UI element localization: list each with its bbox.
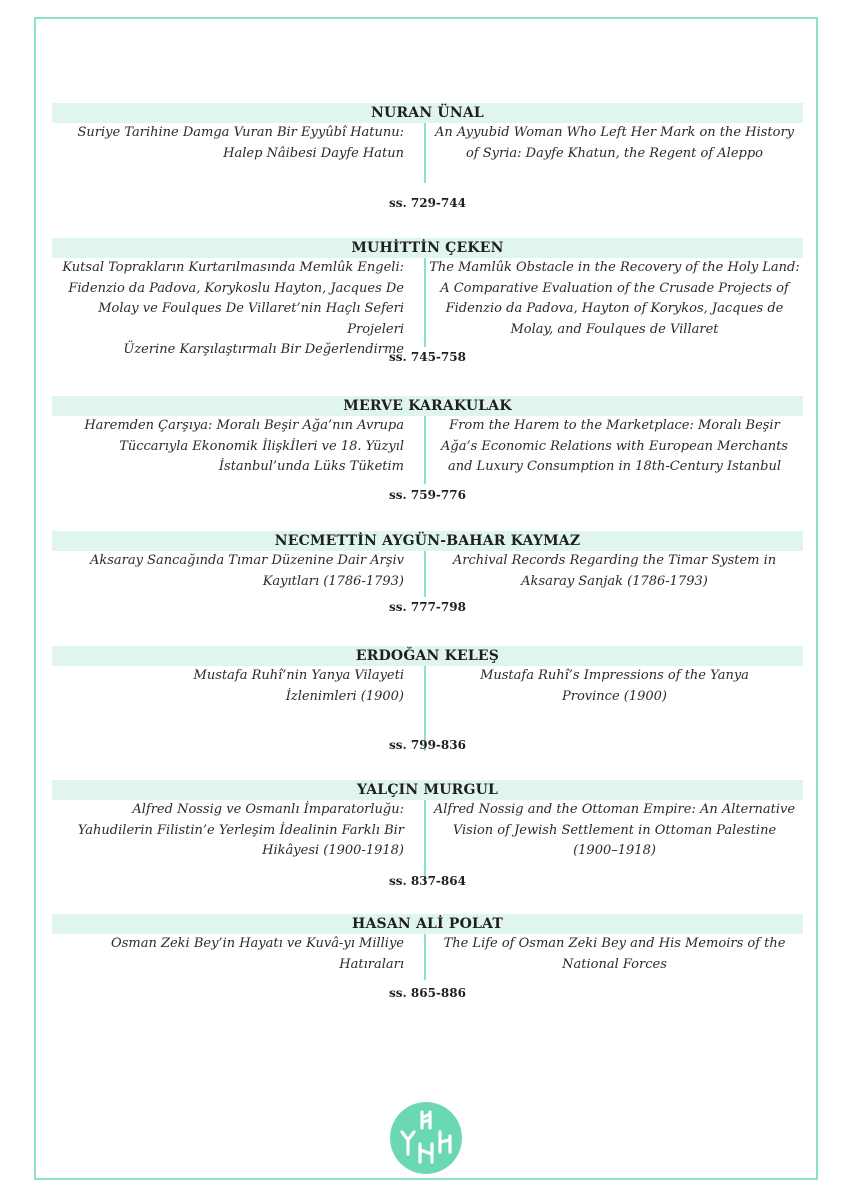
english-title-line: Fidenzio da Padova, Hayton of Korykos, Jacques de <box>445 301 784 316</box>
english-title-line: Alfred Nossig and the Ottoman Empire: An Alternative <box>433 802 796 817</box>
english-title-line: National Forces <box>562 956 667 972</box>
author-name: NECMETTİN AYGÜN-BAHAR KAYMAZ <box>52 531 803 551</box>
turkish-title-line: Mustafa Ruhî’nin Yanya Vilayeti <box>193 668 404 683</box>
author-name: HASAN ALİ POLAT <box>52 914 803 934</box>
turkish-title-line: Haremden Çarşıya: Moralı Beşir Ağa’nın Avrupa <box>84 418 404 433</box>
page-range: ss. 777-798 <box>389 600 466 614</box>
english-title[interactable] <box>414 416 803 478</box>
article-titles <box>52 416 803 478</box>
english-title-line: From the Harem to the Marketplace: Moralı Beşir <box>449 418 780 433</box>
english-title[interactable] <box>414 666 803 707</box>
column-divider <box>424 416 426 484</box>
article-titles <box>52 666 803 707</box>
turkish-title-line: Yahudilerin Filistin’e Yerleşim İdealinin Farklı Bir <box>77 822 404 838</box>
english-title-line: Vision of Jewish Settlement in Ottoman Palestine <box>452 822 777 838</box>
page-border <box>34 17 818 1180</box>
column-divider <box>424 123 426 183</box>
turkish-title-line: Hikâyesi (1900-1918) <box>262 843 404 858</box>
author-name: MERVE KARAKULAK <box>52 396 803 416</box>
turkish-title-line: Suriye Tarihine Damga Vuran Bir Eyyûbî Hatunu: <box>77 125 404 140</box>
contents-entry <box>52 103 803 210</box>
turkish-title[interactable] <box>52 123 414 164</box>
page-range: ss. 729-744 <box>389 196 466 210</box>
turkish-title-line: Üzerine Karşılaştırmalı Bir Değerlendirme <box>123 342 404 357</box>
english-title-line: (1900–1918) <box>573 843 656 858</box>
turkish-title-line: Kutsal Toprakların Kurtarılmasında Memlûk Engeli: <box>62 260 404 275</box>
english-title-line: An Ayyubid Woman Who Left Her Mark on the History <box>434 125 795 140</box>
page-range: ss. 799-836 <box>389 738 466 752</box>
english-title-line: Province (1900) <box>562 688 667 704</box>
turkish-title-line: Aksaray Sancağında Tımar Düzenine Dair Arşiv <box>89 553 404 568</box>
english-title-line: Molay, and Foulques de Villaret <box>510 321 719 337</box>
turkish-title[interactable] <box>52 666 414 707</box>
turkish-title-line: Fidenzio da Padova, Korykoslu Hayton, Jacques De <box>68 280 404 296</box>
article-titles <box>52 934 803 975</box>
article-titles <box>52 800 803 862</box>
author-name: YALÇIN MURGUL <box>52 780 803 800</box>
english-title-line: and Luxury Consumption in 18th-Century Istanbul <box>447 459 782 474</box>
column-divider <box>424 800 426 880</box>
english-title[interactable] <box>414 551 803 592</box>
turkish-title[interactable] <box>52 416 414 478</box>
turkish-title-line: Halep Nâibesi Dayfe Hatun <box>223 145 404 161</box>
column-divider <box>424 934 426 980</box>
contents-entry <box>52 914 803 1000</box>
turkish-title[interactable] <box>52 551 414 592</box>
turkish-title-line: Alfred Nossig ve Osmanlı İmparatorluğu: <box>132 802 404 817</box>
column-divider <box>424 258 426 347</box>
english-title[interactable] <box>414 800 803 862</box>
author-name: MUHİTTİN ÇEKEN <box>52 238 803 258</box>
page-range: ss. 837-864 <box>389 874 466 888</box>
english-title-line: Archival Records Regarding the Timar System in <box>452 553 777 568</box>
english-title-line: Ağa’s Economic Relations with European Merchants <box>441 438 788 454</box>
contents-entry <box>52 531 803 614</box>
english-title[interactable] <box>414 934 803 975</box>
author-name: NURAN ÜNAL <box>52 103 803 123</box>
journal-logo-glyphs <box>390 1102 462 1174</box>
turkish-title-line: Osman Zeki Bey’in Hayatı ve Kuvâ-yı Milliye <box>111 936 404 951</box>
contents-entry <box>52 780 803 888</box>
turkish-title-line: İstanbul’unda Lüks Tüketim <box>218 459 404 474</box>
english-title-line: Mustafa Ruhî’s Impressions of the Yanya <box>480 668 749 683</box>
page-range: ss. 745-758 <box>389 350 466 364</box>
page-range: ss. 759-776 <box>389 488 466 502</box>
turkish-title-line: İzlenimleri (1900) <box>285 688 404 704</box>
turkish-title-line: Molay ve Foulques De Villaret’nin Haçlı Seferi Projeleri <box>98 301 404 337</box>
turkish-title-line: Hatıraları <box>339 956 404 972</box>
turkish-title[interactable] <box>52 258 414 361</box>
contents-entry <box>52 396 803 502</box>
english-title-line: The Life of Osman Zeki Bey and His Memoirs of the <box>443 936 786 951</box>
column-divider <box>424 551 426 597</box>
turkish-title[interactable] <box>52 934 414 975</box>
english-title[interactable] <box>414 258 803 361</box>
author-name: ERDOĞAN KELEŞ <box>52 646 803 666</box>
english-title-line: of Syria: Dayfe Khatun, the Regent of Aleppo <box>465 145 763 161</box>
turkish-title-line: Kayıtları (1786-1793) <box>262 573 404 589</box>
turkish-title-line: Tüccarıyla Ekonomik İlişkİleri ve 18. Yüzyıl <box>119 438 404 454</box>
article-titles <box>52 551 803 592</box>
turkish-title[interactable] <box>52 800 414 862</box>
article-titles <box>52 123 803 164</box>
journal-logo-icon <box>390 1102 462 1174</box>
english-title-line: The Mamlûk Obstacle in the Recovery of the Holy Land: <box>429 260 800 275</box>
english-title[interactable] <box>414 123 803 164</box>
page-range: ss. 865-886 <box>389 986 466 1000</box>
english-title-line: A Comparative Evaluation of the Crusade Projects of <box>440 280 789 296</box>
article-titles <box>52 258 803 361</box>
contents-entry <box>52 646 803 752</box>
contents-entry <box>52 238 803 364</box>
english-title-line: Aksaray Sanjak (1786-1793) <box>521 573 708 589</box>
